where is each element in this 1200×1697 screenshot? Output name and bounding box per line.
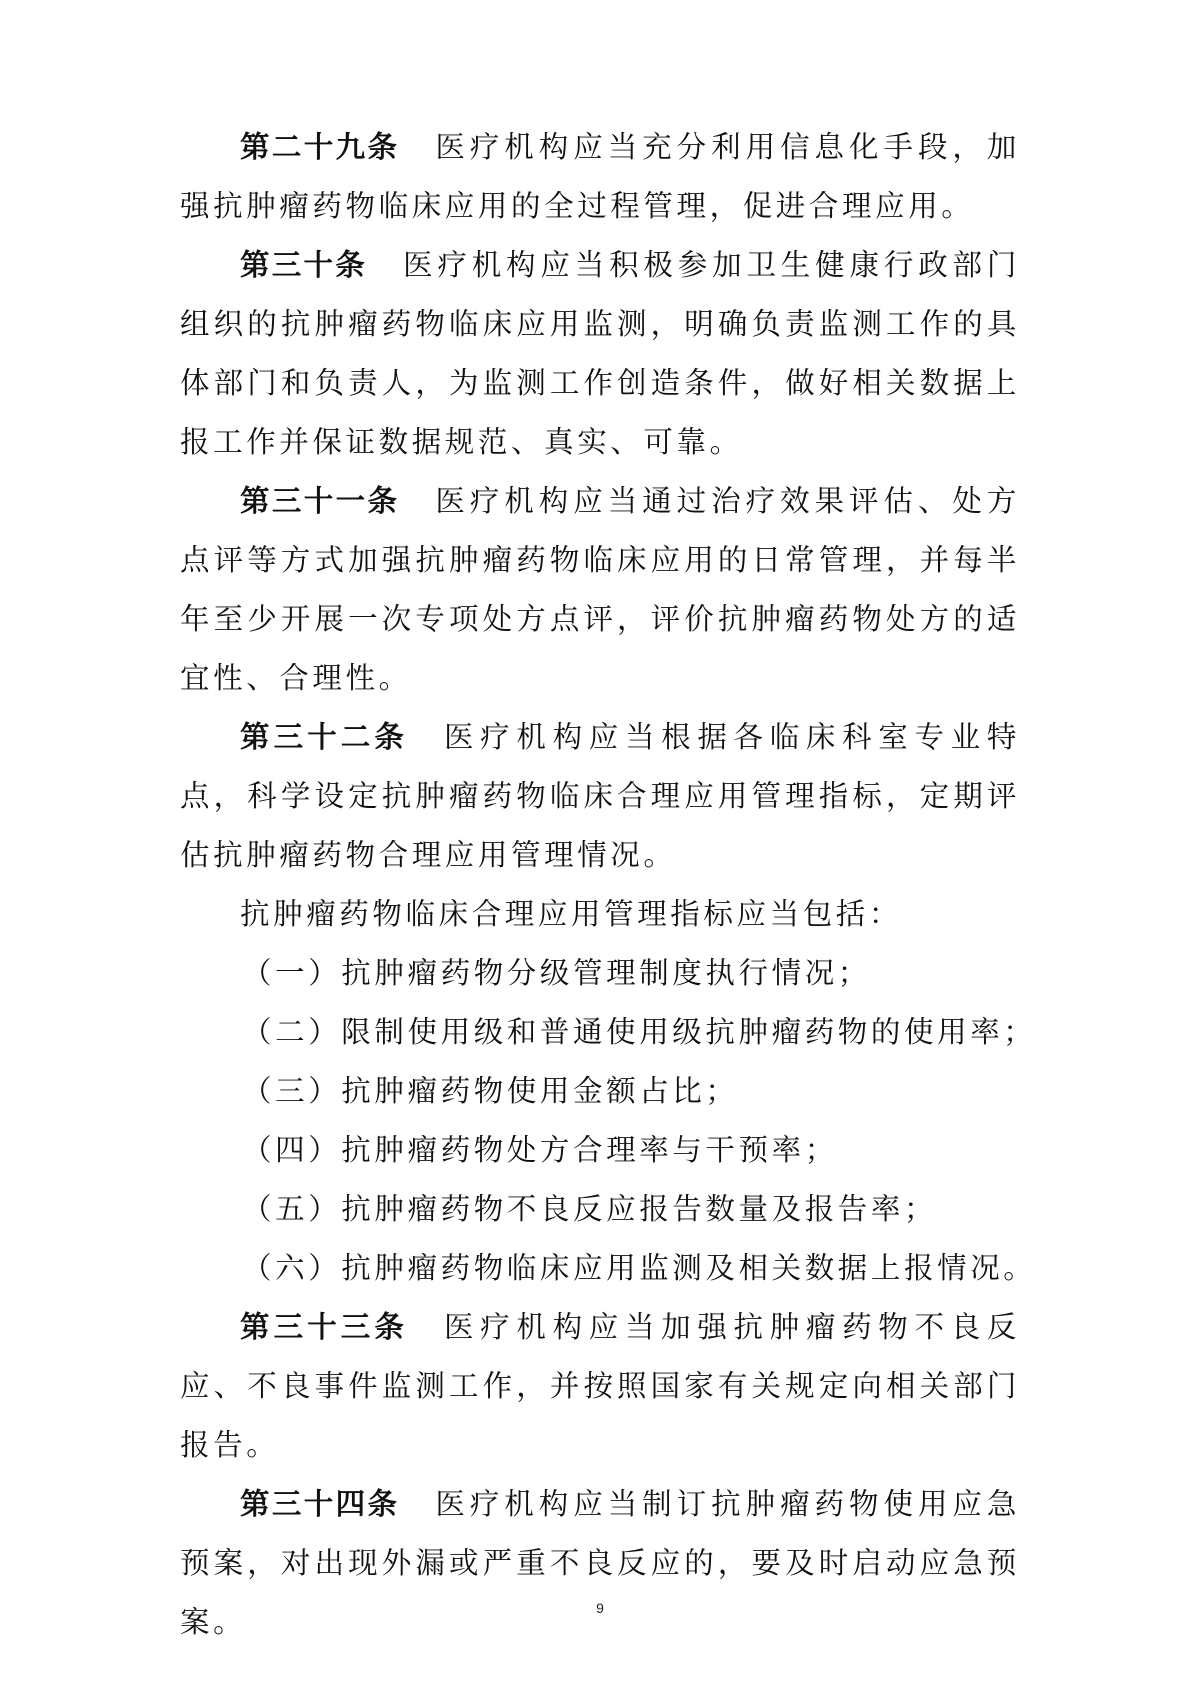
article-title: 第三十四条 [240, 1487, 400, 1521]
indicator-item-4: （四）抗肿瘤药物处方合理率与干预率； [242, 1133, 838, 1167]
article-text: 医疗机构应当充分利用信息化手段，加强抗肿瘤药物临床应用的全过程管理，促进合理应用。 [180, 130, 1020, 223]
indicator-item-2: （二）限制使用级和普通使用级抗肿瘤药物的使用率； [242, 1015, 1037, 1049]
article-title: 第三十一条 [240, 484, 400, 518]
article-33 [180, 1298, 1020, 1475]
indicator-item-3: （三）抗肿瘤药物使用金额占比； [242, 1074, 739, 1108]
article-title: 第三十条 [240, 248, 367, 282]
article-text: 医疗机构应当根据各临床科室专业特点，科学设定抗肿瘤药物临床合理应用管理指标，定期评估抗肿瘤药物合理应用管理情况。 [180, 720, 1020, 872]
indicator-item-6: （六）抗肿瘤药物临床应用监测及相关数据上报情况。 [242, 1251, 1037, 1285]
article-30 [180, 236, 1020, 472]
indicator-item-1: （一）抗肿瘤药物分级管理制度执行情况； [242, 956, 871, 990]
article-text: 医疗机构应当制订抗肿瘤药物使用应急预案，对出现外漏或严重不良反应的，要及时启动应急预案。 [180, 1487, 1020, 1639]
article-31 [180, 472, 1020, 708]
article-29 [180, 118, 1020, 236]
indicators-intro: 抗肿瘤药物临床合理应用管理指标应当包括： [240, 897, 903, 931]
article-text: 医疗机构应当通过治疗效果评估、处方点评等方式加强抗肿瘤药物临床应用的日常管理，并每半年至少开展一次专项处方点评，评价抗肿瘤药物处方的适宜性、合理性。 [180, 484, 1020, 695]
article-32 [180, 708, 1020, 885]
article-title: 第二十九条 [240, 130, 400, 164]
document-body [180, 118, 1037, 1652]
article-title: 第三十三条 [240, 1310, 408, 1344]
article-title: 第三十二条 [240, 720, 408, 754]
page-number: 9 [596, 1600, 604, 1616]
article-text: 医疗机构应当加强抗肿瘤药物不良反应、不良事件监测工作，并按照国家有关规定向相关部门报告。 [180, 1310, 1020, 1462]
article-text: 医疗机构应当积极参加卫生健康行政部门组织的抗肿瘤药物临床应用监测，明确负责监测工作的具体部门和负责人，为监测工作创造条件，做好相关数据上报工作并保证数据规范、真实、可靠。 [180, 248, 1020, 459]
article-34 [180, 1475, 1020, 1652]
indicator-item-5: （五）抗肿瘤药物不良反应报告数量及报告率； [242, 1192, 938, 1226]
